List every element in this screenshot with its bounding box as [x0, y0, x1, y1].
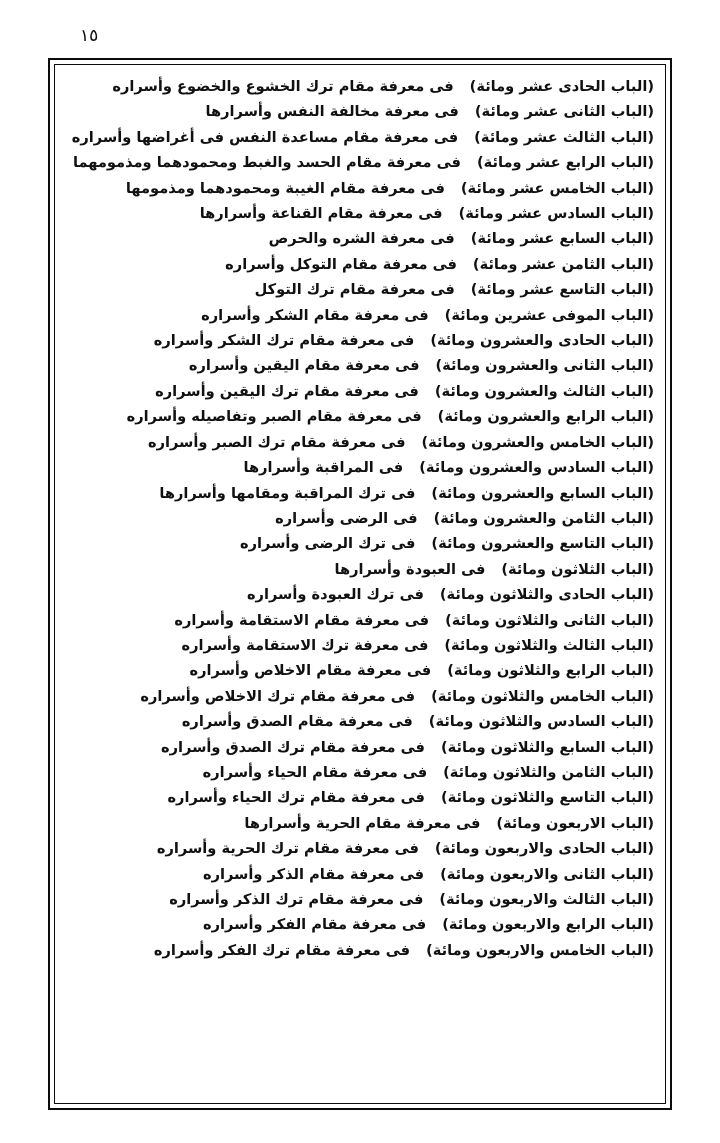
toc-chapter-label: (الباب الاربعون ومائة): [496, 814, 654, 832]
toc-subject-label: فى معرفة مقام مساعدة النفس فى أغراضها وأسراره: [71, 128, 459, 146]
toc-chapter-label: (الباب الثامن والثلاثون ومائة): [443, 763, 654, 781]
toc-subject-label: فى ترك العبودة وأسراره: [246, 586, 424, 604]
toc-subject-label: فى معرفة الشره والحرص: [268, 230, 455, 248]
toc-chapter-label: (الباب الحادى والثلاثون ومائة): [439, 586, 654, 604]
toc-chapter-label: (الباب التاسع والثلاثون ومائة): [441, 789, 654, 807]
toc-subject-label: فى معرفة مقام ترك الذكر وأسراره: [169, 891, 424, 908]
toc-subject-label: فى معرفة مقام الحسد والغبط ومحمودهما ومذمومهما: [72, 154, 461, 172]
toc-subject-label: فى معرفة مقام ترك الاخلاص وأسراره: [140, 687, 416, 705]
toc-subject-label: فى معرفة مقام ترك الحرية وأسراره: [156, 840, 419, 858]
toc-subject-label: فى معرفة مقام الشكر وأسراره: [201, 306, 429, 324]
toc-chapter-label: (الباب الخامس والثلاثون ومائة): [431, 687, 654, 705]
toc-chapter-label: (الباب الثانى عشر ومائة): [474, 103, 654, 121]
toc-chapter-label: (الباب السادس والثلاثون ومائة): [428, 713, 654, 731]
toc-chapter-label: (الباب التاسع والعشرون ومائة): [431, 535, 654, 553]
toc-entry: [334, 557, 654, 582]
toc-subject-label: فى معرفة مقام ترك الخشوع والخضوع وأسراره: [112, 78, 454, 95]
toc-entry: [200, 201, 654, 226]
toc-subject-label: فى الرضى وأسراره: [275, 509, 418, 527]
toc-entry: [155, 379, 654, 404]
toc-entry: [244, 455, 654, 480]
toc-subject-label: فى معرفة مقام التوكل وأسراره: [225, 255, 457, 273]
toc-subject-label: فى معرفة مقام القناعة وأسرارها: [199, 205, 443, 223]
toc-subject-label: فى معرفة مقام الحياء وأسراره: [202, 763, 428, 781]
toc-subject-label: فى معرفة مقام الغيبة ومحمودهما ومذمومها: [125, 179, 445, 197]
toc-entry: [201, 303, 654, 328]
toc-subject-label: فى معرفة مقام الحرية وأسرارها: [244, 814, 481, 832]
toc-entry: [169, 887, 654, 912]
page-number: ١٥: [80, 26, 99, 46]
toc-entry: [203, 912, 654, 937]
toc-subject-label: فى معرفة مخالفة النفس وأسرارها: [205, 103, 459, 121]
toc-chapter-label: (الباب الرابع والاربعون ومائة): [442, 916, 654, 934]
toc-chapter-label: (الباب الثلاثون ومائة): [501, 560, 654, 578]
toc-subject-label: فى معرفة مقام الاستقامة وأسراره: [174, 611, 430, 629]
toc-subject-label: فى معرفة مقام الصبر وتفاصيله وأسراره: [126, 408, 422, 426]
toc-subject-label: فى العبودة وأسرارها: [334, 560, 486, 578]
toc-entry: [205, 99, 654, 124]
toc-subject-label: فى معرفة مقام ترك الصبر وأسراره: [147, 433, 406, 451]
toc-chapter-label: (الباب الخامس والعشرون ومائة): [421, 433, 654, 451]
toc-entry: [72, 125, 654, 150]
toc-chapter-label: (الباب الخامس عشر ومائة): [460, 179, 654, 197]
toc-subject-label: فى معرفة مقام ترك الحياء وأسراره: [167, 789, 425, 807]
toc-chapter-label: (الباب الثالث عشر ومائة): [474, 128, 654, 146]
toc-chapter-label: (الباب الحادى والعشرون ومائة): [430, 332, 654, 350]
toc-subject-label: فى معرفة مقام الاخلاص وأسراره: [189, 662, 432, 680]
toc-entry: [189, 658, 654, 683]
toc-chapter-label: (الباب السادس عشر ومائة): [458, 205, 654, 223]
toc-chapter-label: (الباب الحادى والاربعون ومائة): [434, 840, 654, 858]
toc-chapter-label: (الباب السابع عشر ومائة): [470, 230, 654, 248]
toc-entry: [255, 277, 654, 302]
toc-chapter-label: (الباب الثانى والاربعون ومائة): [440, 865, 654, 883]
toc-entry: [140, 684, 654, 709]
toc-entry: [247, 582, 654, 607]
toc-entry: [161, 735, 654, 760]
toc-subject-label: فى معرفة مقام ترك الصدق وأسراره: [160, 738, 425, 756]
toc-entry: [189, 353, 654, 378]
toc-subject-label: فى المراقبة وأسرارها: [243, 459, 404, 477]
toc-entry: [112, 74, 654, 99]
toc-entry: [225, 252, 654, 277]
toc-entry: [127, 404, 654, 429]
toc-entry: [203, 862, 654, 887]
page-frame: [48, 58, 672, 1110]
toc-entry: [154, 328, 654, 353]
toc-subject-label: فى معرفة مقام اليقين وأسراره: [188, 357, 420, 375]
toc-subject-label: فى معرفة مقام الصدق وأسراره: [181, 713, 413, 731]
toc-chapter-label: (الباب الثانى والثلاثون ومائة): [445, 611, 654, 629]
toc-entry: [181, 633, 654, 658]
toc-chapter-label: (الباب الحادى عشر ومائة): [469, 78, 654, 95]
toc-chapter-label: (الباب الثالث والاربعون ومائة): [439, 891, 654, 908]
toc-subject-label: فى ترك الرضى وأسراره: [239, 535, 416, 553]
toc-subject-label: فى معرفة مقام ترك الفكر وأسراره: [153, 941, 411, 959]
toc-entry: [73, 150, 654, 175]
toc-chapter-label: (الباب الخامس والاربعون ومائة): [426, 941, 654, 959]
toc-subject-label: فى معرفة مقام الذكر وأسراره: [202, 865, 425, 883]
toc-entry: [182, 709, 654, 734]
toc-subject-label: فى معرفة ترك الاستقامة وأسراره: [181, 636, 429, 654]
toc-chapter-label: (الباب الثالث والعشرون ومائة): [434, 382, 654, 400]
toc-entry: [148, 430, 654, 455]
toc-subject-label: فى معرفة مقام ترك التوكل: [254, 281, 455, 299]
table-of-contents: [62, 74, 658, 963]
toc-chapter-label: (الباب الثامن والعشرون ومائة): [433, 509, 654, 527]
toc-entry: [269, 226, 654, 251]
toc-chapter-label: (الباب السابع والعشرون ومائة): [431, 484, 654, 502]
toc-chapter-label: (الباب الثالث والثلاثون ومائة): [444, 636, 654, 654]
toc-chapter-label: (الباب السابع والثلاثون ومائة): [440, 738, 654, 756]
toc-entry: [203, 760, 654, 785]
toc-entry: [240, 531, 654, 556]
toc-chapter-label: (الباب الرابع والعشرون ومائة): [437, 408, 654, 426]
toc-chapter-label: (الباب الثانى والعشرون ومائة): [435, 357, 654, 375]
toc-entry: [167, 785, 654, 810]
toc-chapter-label: (الباب السادس والعشرون ومائة): [419, 459, 654, 477]
toc-chapter-label: (الباب الرابع عشر ومائة): [477, 154, 654, 172]
toc-entry: [154, 938, 654, 963]
toc-subject-label: فى ترك المراقبة ومقامها وأسرارها: [159, 484, 416, 502]
toc-entry: [159, 481, 654, 506]
toc-entry: [126, 176, 654, 201]
toc-subject-label: فى معرفة مقام ترك اليقين وأسراره: [155, 382, 419, 400]
toc-chapter-label: (الباب الموفى عشرين ومائة): [444, 306, 654, 324]
toc-subject-label: فى معرفة مقام الفكر وأسراره: [203, 916, 427, 934]
toc-entry: [174, 608, 654, 633]
toc-chapter-label: (الباب التاسع عشر ومائة): [470, 281, 654, 299]
toc-entry: [244, 811, 654, 836]
toc-subject-label: فى معرفة مقام ترك الشكر وأسراره: [153, 332, 415, 350]
page-content: [62, 70, 658, 1098]
toc-chapter-label: (الباب الثامن عشر ومائة): [472, 255, 654, 273]
toc-entry: [157, 836, 654, 861]
toc-entry: [275, 506, 654, 531]
toc-chapter-label: (الباب الرابع والثلاثون ومائة): [447, 662, 654, 680]
